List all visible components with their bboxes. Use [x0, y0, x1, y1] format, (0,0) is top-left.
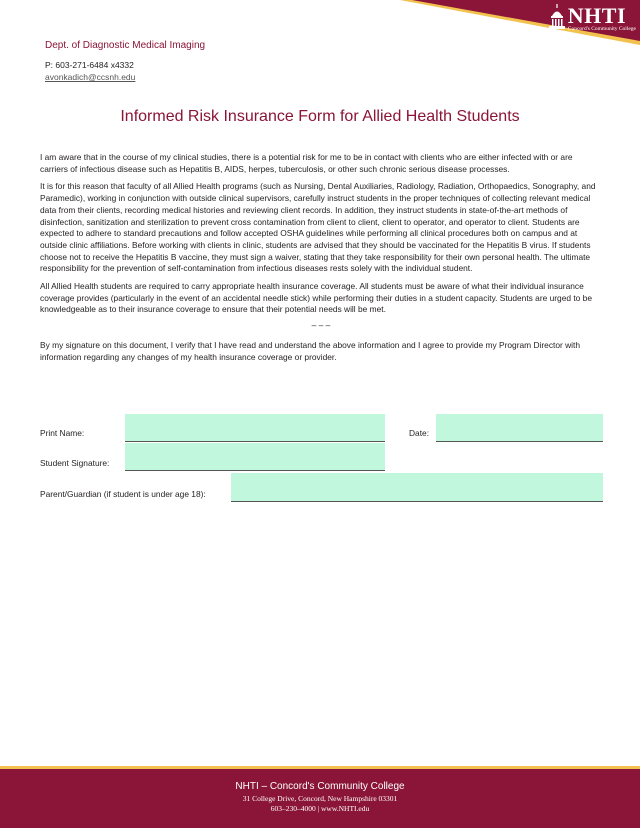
footer-contact: 603–230–4000 | www.NHTI.edu: [270, 804, 370, 813]
paragraph-risk: I am aware that in the course of my clinical studies, there is a potential risk for me to be in contact with clients who are either infected with or are carriers of infectious disease such as Hepatitis B, AIDS, herpes, tuberculosis, or other such chronic serious disease processes.: [40, 152, 573, 174]
paragraph-insurance: All Allied Health students are required to carry appropriate health insurance coverage. All students must be aware of what their individual insurance coverage provides (particularly in the event of an accidental needle stick) while performing their duties in a student capacity. Students are urged to be knowledgeable as to their insurance coverage to ensure that their potential needs will be met.: [40, 281, 592, 315]
student-signature-label: Student Signature:: [40, 458, 110, 468]
signature-statement: By my signature on this document, I verify that I have read and understand the above information and I agree to provide my Program Director with information regarding any changes of my health insurance coverage or provider.: [40, 339, 581, 362]
guardian-signature-field[interactable]: [231, 473, 603, 502]
form-body: [40, 152, 602, 369]
print-name-label: Print Name:: [40, 428, 85, 438]
nhti-logo: [548, 4, 636, 32]
footer-college-name: NHTI – Concord's Community College: [235, 781, 405, 792]
page-footer: [0, 766, 640, 828]
footer-gold-stripe: [0, 766, 640, 769]
logo-tagline: Concord's Community College: [567, 26, 636, 32]
phone-number: P: 603-271-6484 x4332: [45, 60, 134, 70]
email-link[interactable]: avonkadich@ccsnh.edu: [45, 72, 136, 82]
section-separator: – – –: [311, 320, 331, 331]
paragraph-instruction: It is for this reason that faculty of all Allied Health programs (such as Nursing, Dental Auxiliaries, Radiology, Radiation, Orthopaedics, Sonography, and Paramedic), working in conjunction with outside clinical supervisors, carefully instruct students in the proper techniques of collecting relevant medical data from their clients, recording medical histories and reviewing client records. In addition, they instruct students in state-of-the-art methods of disinfection, sanitization and sterilization to prevent cross contamination from client to client, client to operator, and operator to client. Students are expected to adhere to standard precautions and follow accepted OSHA guidelines while performing all clinical procedures both on campus and at outside clinic affiliations. Before working with clients in clinic, students are advised that they should be vaccinated for the Hepatitis B virus. If students choose not to receive the Hepatitis B vaccine, they must sign a waiver, stating that they take responsibility for their own personal health. The ultimate responsibility for the prevention of self-contamination from infectious diseases rests solely with the individual student.: [40, 181, 596, 274]
page-title: Informed Risk Insurance Form for Allied Health Students: [120, 108, 520, 125]
logo-wordmark: NHTI: [567, 3, 627, 28]
guardian-signature-label: Parent/Guardian (if student is under age 18):: [40, 489, 206, 499]
date-field[interactable]: [436, 414, 603, 442]
footer-address: 31 College Drive, Concord, New Hampshire 03301: [242, 794, 398, 803]
footer-address-block: [0, 794, 640, 814]
date-label: Date:: [409, 428, 430, 438]
print-name-field[interactable]: [125, 414, 385, 442]
contact-info: [45, 59, 135, 83]
capitol-dome-icon: [548, 4, 566, 32]
department-name: Dept. of Diagnostic Medical Imaging: [45, 40, 206, 51]
student-signature-field[interactable]: [125, 443, 385, 471]
